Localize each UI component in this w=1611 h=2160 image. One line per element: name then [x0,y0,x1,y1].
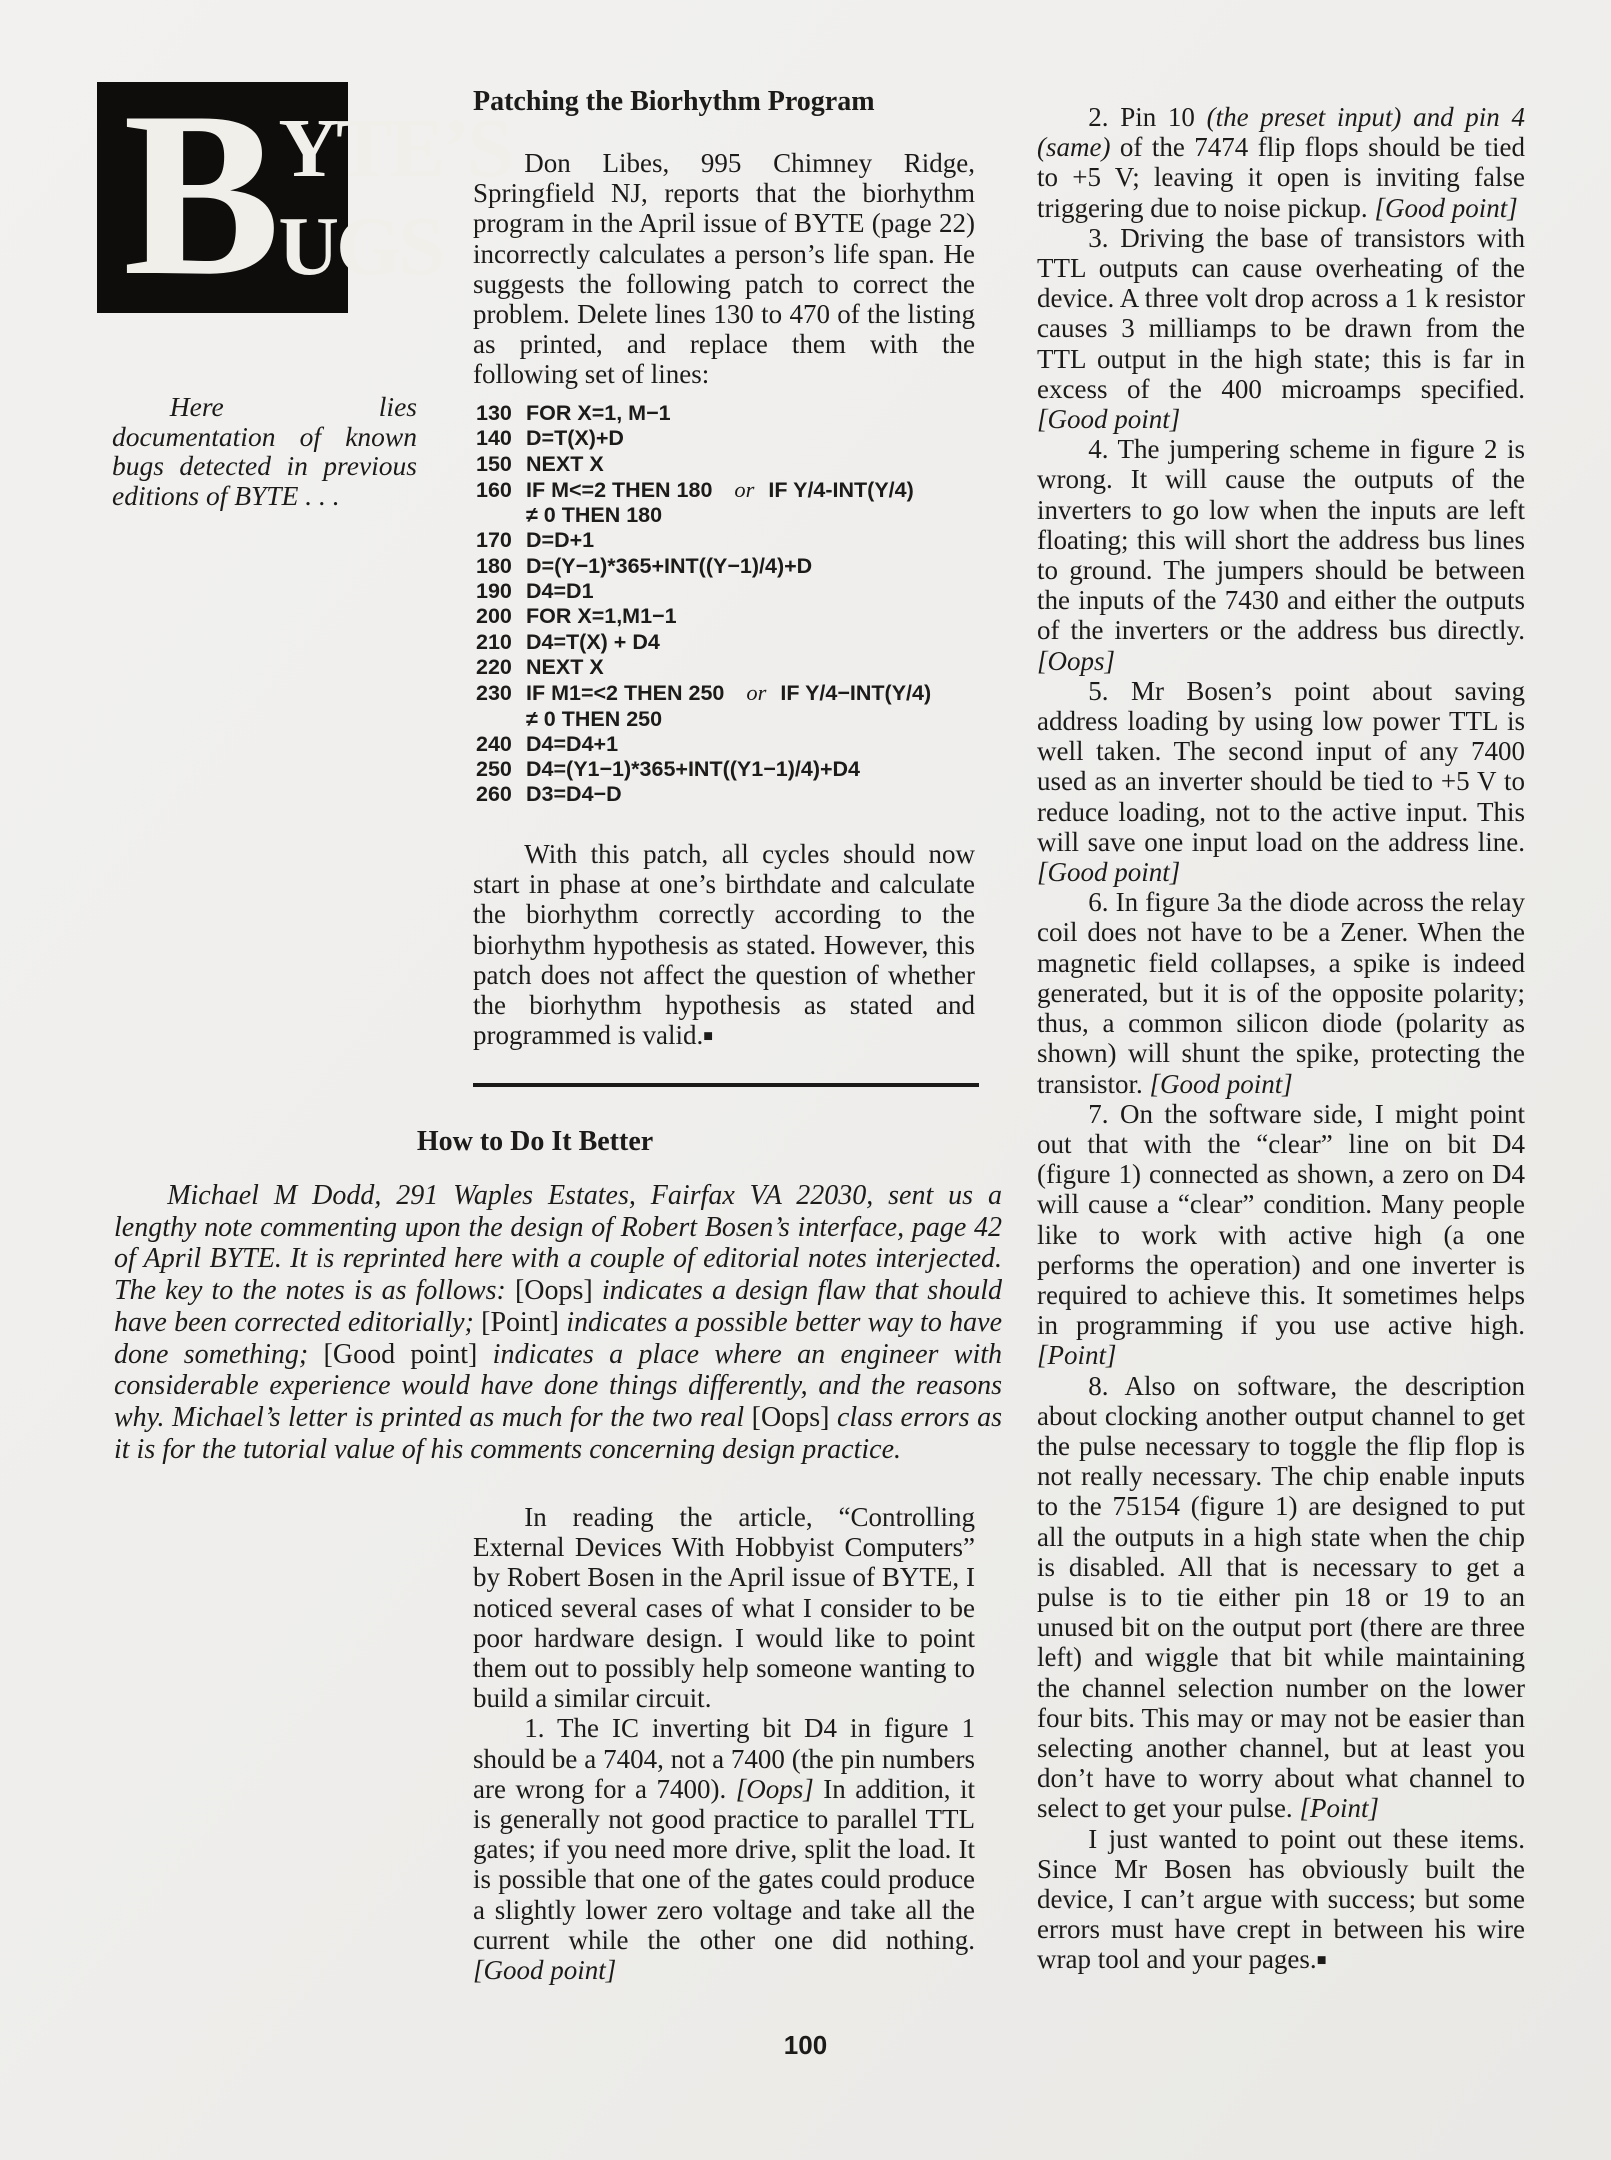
patch-result [473,839,975,1052]
text-segment: In reading the article, “Controlling External Devices With Hobbyist Computers” by Robert Bosen in the April issue of BYTE, I noticed several cases of what I consider to be poor hardware design. I would like to point them out to possibly help someone wanting to build a similar circuit. [473,1502,975,1714]
letter-point-paragraph [1037,1824,1525,1976]
text-segment: [Good point] [1037,404,1181,435]
letter-point-paragraph [1037,223,1525,434]
text-segment: class errors as it is for the tutorial value of his comments concerning design practice. [114,1401,1002,1465]
code-line: 220 NEXT X [476,654,604,679]
letter-point-paragraph [1037,887,1525,1098]
page-number: 100 [783,2030,828,2060]
letter-paragraph [473,1502,975,1713]
code-line: 230 IF M1=<2 THEN 250 or IF Y/4−INT(Y/4) [476,680,932,706]
text-segment: 6. In figure 3a the diode across the relay coil does not have to be a Zener. When the magnetic field collapses, a spike is indeed generated, but it is of the opposite polarity; thus, a common silicon diode (polarity as shown) will shunt the spike, protecting the transistor. [1037,887,1525,1099]
text-segment: [Good point] [1037,857,1181,888]
text-segment: [Good point] [323,1338,478,1370]
bytes-bugs-logo-inner [97,64,511,325]
howto-heading: How to Do It Better [416,1126,654,1157]
code-line: 180 D=(Y−1)*365+INT((Y−1)/4)+D [476,553,813,578]
text-segment: I just wanted to point out these items. Since Mr Bosen has obviously built the device, I can’t argue with success; but some errors must have crept in between his wire wrap tool and your pages. [1037,1823,1525,1975]
code-line-number: 190 [476,579,512,604]
end-mark: ■ [703,1027,713,1046]
bytes-bugs-logo [97,64,511,325]
code-line: 190 D4=D1 [476,579,594,604]
text-segment: In addition, it is generally not good practice to parallel TTL gates; if you need more drive, split the load. It is possible that one of the gates could produce a slightly lower zero voltage and take all the current while the other one did nothing. [473,1773,976,1955]
text-segment: 1. The IC inverting bit D4 in figure 1 should be a 7404, not a 7400 (the pin numbers are wrong for a 7400). [473,1713,975,1804]
text-segment: [Point] [1299,1793,1379,1824]
howto-intro-paragraph [114,1180,1002,1465]
text-segment: 2. Pin 10 [1088,102,1207,132]
letter-point-paragraph [1037,434,1525,676]
text-segment: With this patch, all cycles should now start in phase at one’s birthdate and calculate the biorhythm correctly according to the biorhythm hypothesis as stated. However, this patch does not affect the question of whether the biorhythm hypothesis as stated and programmed is valid. [473,839,975,1051]
logo-word-ytes: YTE’S [278,102,511,195]
text-segment: (the preset input) and pin 4 (same) [1037,102,1525,163]
text-segment: [Good point] [473,1955,617,1986]
code-line: 260 D3=D4−D [476,782,622,807]
code-line: 140 D=T(X)+D [476,426,624,451]
code-line-number: 170 [476,528,512,553]
letter-column [473,1502,975,1985]
code-or-connector: or [734,476,755,502]
section-divider [473,1083,979,1087]
text-segment: [Point] [1037,1340,1117,1371]
code-line: 250 D4=(Y1−1)*365+INT((Y1−1)/4)+D4 [476,757,861,782]
text-segment: 7. On the software side, I might point out that with the “clear” line on bit D4 (figure 1) connected as shown, a zero on D4 will cause a “clear” condition. Many people like to work with active high (a one performs the operation) and one inverter is required to achieve this. It sometimes helps in programming if you use active high. [1037,1098,1525,1341]
text-segment: indicates a place where an engineer with considerable experience would have done things differently, and the reasons why. Michael’s letter is printed as much for the two real [114,1338,1003,1433]
logo-word-ugs: UGS [278,199,443,293]
code-continuation-line: ≠ 0 THEN 250 [526,706,663,731]
patching-heading: Patching the Biorhythm Program [473,86,875,117]
code-line-number: 240 [476,731,512,756]
code-or-connector: or [746,680,767,706]
letter-point-paragraph [1037,1099,1525,1371]
code-line-number: 260 [476,782,512,807]
letter-point-paragraph [1037,1371,1525,1824]
basic-code-listing [476,401,978,808]
logo-letter-b: B [123,64,275,325]
code-line-number: 160 [476,477,512,502]
end-mark: ■ [1316,1951,1327,1970]
text-segment: Michael M Dodd, 291 Waples Estates, Fairfax VA 22030, sent us a lengthy note commenting upon the design of Robert Bosen’s interface, page 42 of April BYTE. It is reprinted here with a couple of editorial notes interjected. The key to the notes is as follows: [114,1180,1002,1307]
text-segment: 5. Mr Bosen’s point about saving address loading by using low power TTL is well taken. The second input of any 7400 used as an inverter should be tied to +5 V to reduce loading, not to the active input. This will save one input load on the address line. [1037,675,1525,857]
letter-point-paragraph [1037,102,1525,223]
patching-intro-paragraph: Don Libes, 995 Chimney Ridge, Springfield NJ, reports that the biorhythm program in the April issue of BYTE (page 22) incorrectly calculates a person’s life span. He suggests the following patch to correct the problem. Delete lines 130 to 470 of the listing as printed, and replace them with the following set of lines: [473,148,975,390]
code-line: 160 IF M<=2 THEN 180 or IF Y/4-INT(Y/4) [476,476,914,502]
text-segment: [Oops] [1037,645,1116,676]
code-line-number: 180 [476,553,512,578]
code-line: 170 D=D+1 [476,528,595,553]
text-segment: 8. Also on software, the description about clocking another output channel to get the pulse necessary to toggle the flip flop is not really necessary. The chip enable inputs to the 75154 (figure 1) are designed to put all the outputs in a high state when the chip is disabled. All that is necessary to get a pulse is to tie either pin 18 or 19 to an unused bit on the output port (there are three left) and wiggle that bit while maintaining the channel selection number on the lower four bits. This may or may not be easier than selecting another channel, but at least you don’t have to worry about what channel to select to get your pulse. [1037,1370,1525,1824]
text-segment: [Oops] [751,1401,830,1433]
reader-notes-column [1037,102,1525,1976]
bugs-caption: Here lies documentation of known bugs detected in previous editions of BYTE . . . [112,391,417,511]
code-line-number: 250 [476,757,512,782]
code-line: 200 FOR X=1,M1−1 [476,604,677,629]
patch-result-paragraph [473,839,975,1052]
code-line: 130 FOR X=1, M−1 [476,401,671,425]
code-continuation-line: ≠ 0 THEN 180 [526,503,663,528]
code-line-number: 200 [476,604,512,629]
text-segment: [Oops] [514,1275,593,1307]
code-line-number: 210 [476,629,512,654]
text-segment: [Point] [481,1306,559,1338]
patching-intro [473,148,975,390]
code-line-number: 150 [476,451,512,476]
text-segment: 3. Driving the base of transistors with TTL outputs can cause overheating of the device. A three volt drop across a 1 k resistor causes 3 milliamps to be drawn from the TTL output in the high state; this is far in excess of the 400 microamps specified. [1037,222,1525,404]
code-line: 150 NEXT X [476,451,604,476]
text-segment: of the 7474 flip flops should be tied to +5 V; leaving it open is inviting false triggering due to noise pickup. [1037,132,1525,223]
text-segment: [Oops] [735,1773,814,1804]
text-segment: indicates a design flaw that should have been corrected editorially; [114,1275,1002,1338]
text-segment: 4. The jumpering scheme in figure 2 is wrong. It will cause the outputs of the inverters to go low when the inputs are left floating; this will short the address bus lines to ground. The jumpers should be between the inputs of the 7430 and either the outputs of the inverters or the address bus directly. [1037,434,1525,646]
code-line-number: 220 [476,654,512,679]
text-segment: [Good point] [1374,192,1518,223]
text-segment: indicates a possible better way to have done something; [114,1306,1002,1370]
code-line-number: 140 [476,426,512,451]
code-line-number: 130 [476,401,512,425]
text-segment: [Good point] [1149,1068,1293,1099]
letter-paragraph [473,1713,975,1985]
code-line: 210 D4=T(X) + D4 [476,629,660,654]
code-line-number: 230 [476,681,512,706]
code-line: 240 D4=D4+1 [476,731,619,756]
letter-point-paragraph [1037,676,1525,887]
